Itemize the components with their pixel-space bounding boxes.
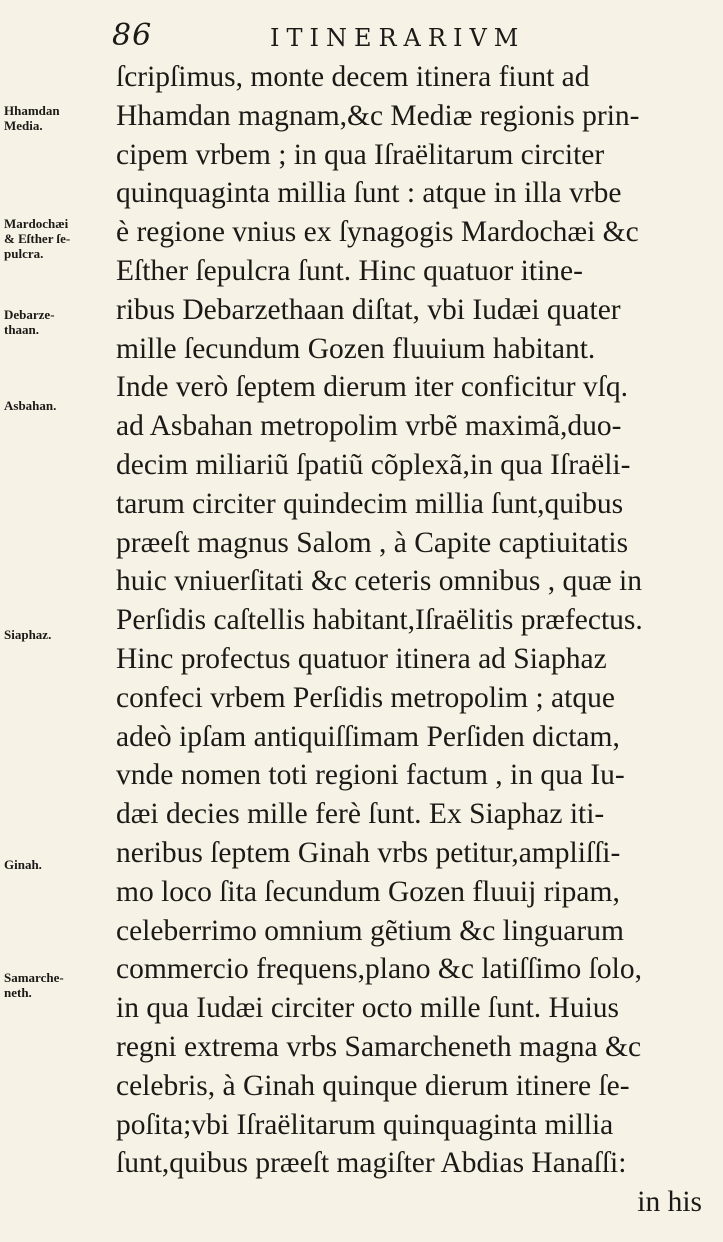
text-line: Inde verò ſeptem dierum iter conficitur vſq.	[116, 371, 628, 404]
text-line: decim miliariũ ſpatiũ cõplexã,in qua Iſraëli-	[116, 448, 631, 481]
page-number: 86	[112, 18, 153, 53]
side-note-mardochaei: Mardochæi & Eſther ſe- pulcra.	[4, 216, 71, 261]
side-note-debarzethaan: Debarze- thaan.	[4, 307, 55, 337]
text-line: Eſther ſepulcra ſunt. Hinc quatuor itine-	[116, 254, 583, 287]
text-line: regni extrema vrbs Samarcheneth magna &c	[116, 1030, 642, 1063]
text-line: dæi decies mille ferè ſunt. Ex Siaphaz iti-	[116, 798, 605, 831]
text-line: celebris, à Ginah quinque dierum itinere ſe-	[116, 1069, 630, 1102]
catchword: in his	[637, 1186, 702, 1219]
text-line: ad Asbahan metropolim vrbẽ maximã,duo-	[116, 410, 622, 443]
side-note-samarcheneth: Samarche- neth.	[4, 970, 64, 1000]
text-line: quinquaginta millia ſunt : atque in illa vrbe	[116, 177, 622, 210]
text-line: confeci vrbem Perſidis metropolim ; atque	[116, 681, 615, 714]
text-line: huic vniuerſitati &c ceteris omnibus , quæ in	[116, 565, 642, 598]
text-line: tarum circiter quindecim millia ſunt,quibus	[116, 487, 624, 520]
text-line: adeò ipſam antiquiſſimam Perſiden dictam,	[116, 720, 620, 753]
text-line: Perſidis caſtellis habitant,Iſraëlitis præfectus.	[116, 604, 643, 637]
text-line: celeberrimo omnium gẽtium &c linguarum	[116, 914, 624, 947]
text-line: ribus Debarzethaan diſtat, vbi Iudæi quater	[116, 293, 621, 326]
text-line: vnde nomen toti regioni factum , in qua Iu-	[116, 759, 625, 792]
text-line: ſcripſimus, monte decem itinera fiunt ad	[116, 61, 590, 93]
text-line: mille ſecundum Gozen fluuium habitant.	[116, 332, 596, 365]
side-note-hhamdan: Hhamdan Media.	[4, 103, 60, 133]
side-note-siaphaz: Siaphaz.	[4, 627, 52, 642]
side-note-asbahan: Asbahan.	[4, 398, 57, 413]
text-line: in qua Iudæi circiter octo mille ſunt. Huius	[116, 992, 620, 1025]
text-line: poſita;vbi Iſraëlitarum quinquaginta millia	[116, 1108, 614, 1141]
text-line: è regione vnius ex ſynagogis Mardochæi &c	[116, 216, 639, 249]
text-line: Hinc profectus quatuor itinera ad Siaphaz	[116, 642, 607, 675]
side-note-ginah: Ginah.	[4, 857, 42, 872]
text-line: cipem vrbem ; in qua Iſraëlitarum circiter	[116, 138, 605, 171]
text-line: præeſt magnus Salom , à Capite captiuitatis	[116, 526, 629, 559]
text-line: Hhamdan magnam,&c Mediæ regionis prin-	[116, 99, 640, 132]
text-line: neribus ſeptem Ginah vrbs petitur,ampliſſi-	[116, 836, 621, 869]
page-header	[112, 18, 712, 58]
text-line: mo loco ſita ſecundum Gozen fluuij ripam,	[116, 875, 620, 908]
running-title: ITINERARIVM	[270, 24, 526, 52]
body-text	[116, 58, 712, 1222]
text-line: ſunt,quibus præeſt magiſter Abdias Hanaſſi:	[116, 1147, 627, 1180]
text-line: commercio frequens,plano &c latiſſimo ſolo,	[116, 953, 642, 986]
